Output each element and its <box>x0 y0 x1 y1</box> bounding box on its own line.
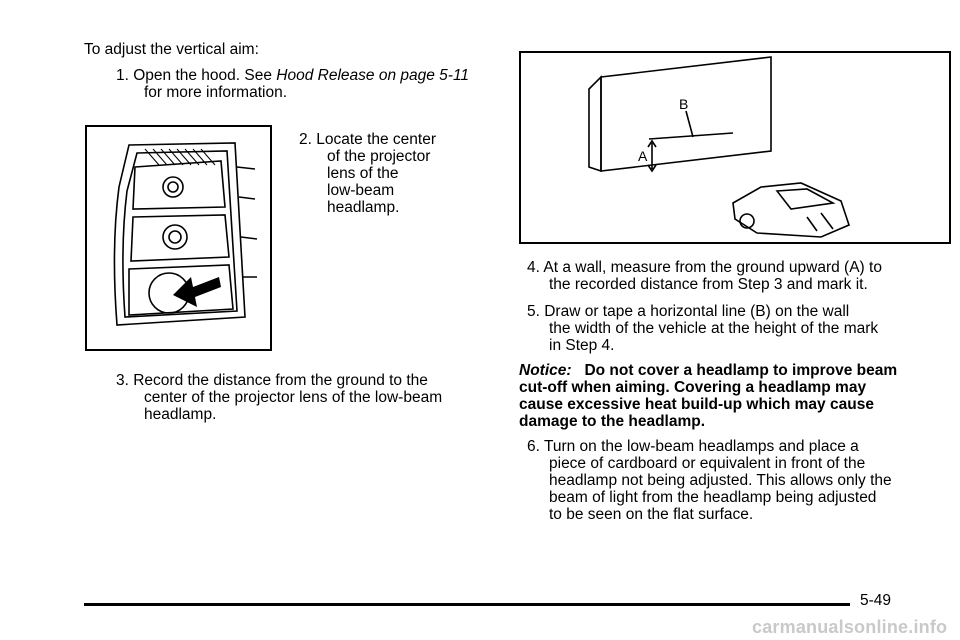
notice-line: cut-off when aiming. Covering a headlamp may <box>519 379 867 396</box>
step-4-line: 4. At a wall, measure from the ground upward (A) to <box>527 259 882 276</box>
step-1-line2: for more information. <box>144 84 287 101</box>
step-2-line: of the projector <box>327 148 431 165</box>
watermark: carmanualsonline.info <box>752 617 948 637</box>
step-4 <box>527 259 927 293</box>
step-3 <box>116 372 496 423</box>
step-1-text: 1. Open the hood. See <box>116 67 277 84</box>
label-a: A <box>638 148 648 164</box>
headlamp-figure <box>85 125 272 351</box>
notice-line: cause excessive heat build-up which may cause <box>519 396 874 413</box>
step-5-line: 5. Draw or tape a horizontal line (B) on the wall <box>527 303 850 320</box>
wall-aim-illustration <box>521 53 949 242</box>
step-4-line: the recorded distance from Step 3 and mark it. <box>549 276 868 293</box>
step-6 <box>527 438 927 523</box>
step-5 <box>527 303 927 354</box>
step-6-line: headlamp not being adjusted. This allows only the <box>549 472 892 489</box>
step-2 <box>299 131 479 216</box>
step-3-line: headlamp. <box>144 406 217 423</box>
footer-rule <box>84 603 850 606</box>
headlamp-illustration <box>87 127 270 349</box>
step-2-line: low-beam <box>327 182 395 199</box>
step-3-line: 3. Record the distance from the ground to the <box>116 372 428 389</box>
step-6-line: beam of light from the headlamp being adjusted <box>549 489 877 506</box>
step-3-line: center of the projector lens of the low-beam <box>144 389 443 406</box>
step-2-line: 2. Locate the center <box>299 131 437 148</box>
step-2-line: lens of the <box>327 165 399 182</box>
step-2-line: headlamp. <box>327 199 400 216</box>
intro-heading: To adjust the vertical aim: <box>84 41 259 58</box>
step-6-line: piece of cardboard or equivalent in front of the <box>549 455 866 472</box>
label-b: B <box>679 96 689 112</box>
step-5-line: in Step 4. <box>549 337 615 354</box>
page-number: 5-49 <box>860 592 892 609</box>
hood-release-reference[interactable]: Hood Release on page 5-11 <box>276 67 470 84</box>
notice-line: Do not cover a headlamp to improve beam <box>584 362 898 379</box>
step-6-line: 6. Turn on the low-beam headlamps and place a <box>527 438 859 455</box>
notice-line: damage to the headlamp. <box>519 413 706 430</box>
notice-block <box>519 362 939 430</box>
step-1 <box>116 67 514 101</box>
notice-label: Notice: <box>519 362 572 379</box>
wall-aim-figure <box>519 51 951 244</box>
step-5-line: the width of the vehicle at the height of the mark <box>549 320 879 337</box>
step-6-line: to be seen on the flat surface. <box>549 506 754 523</box>
arrow-icon <box>173 277 221 307</box>
